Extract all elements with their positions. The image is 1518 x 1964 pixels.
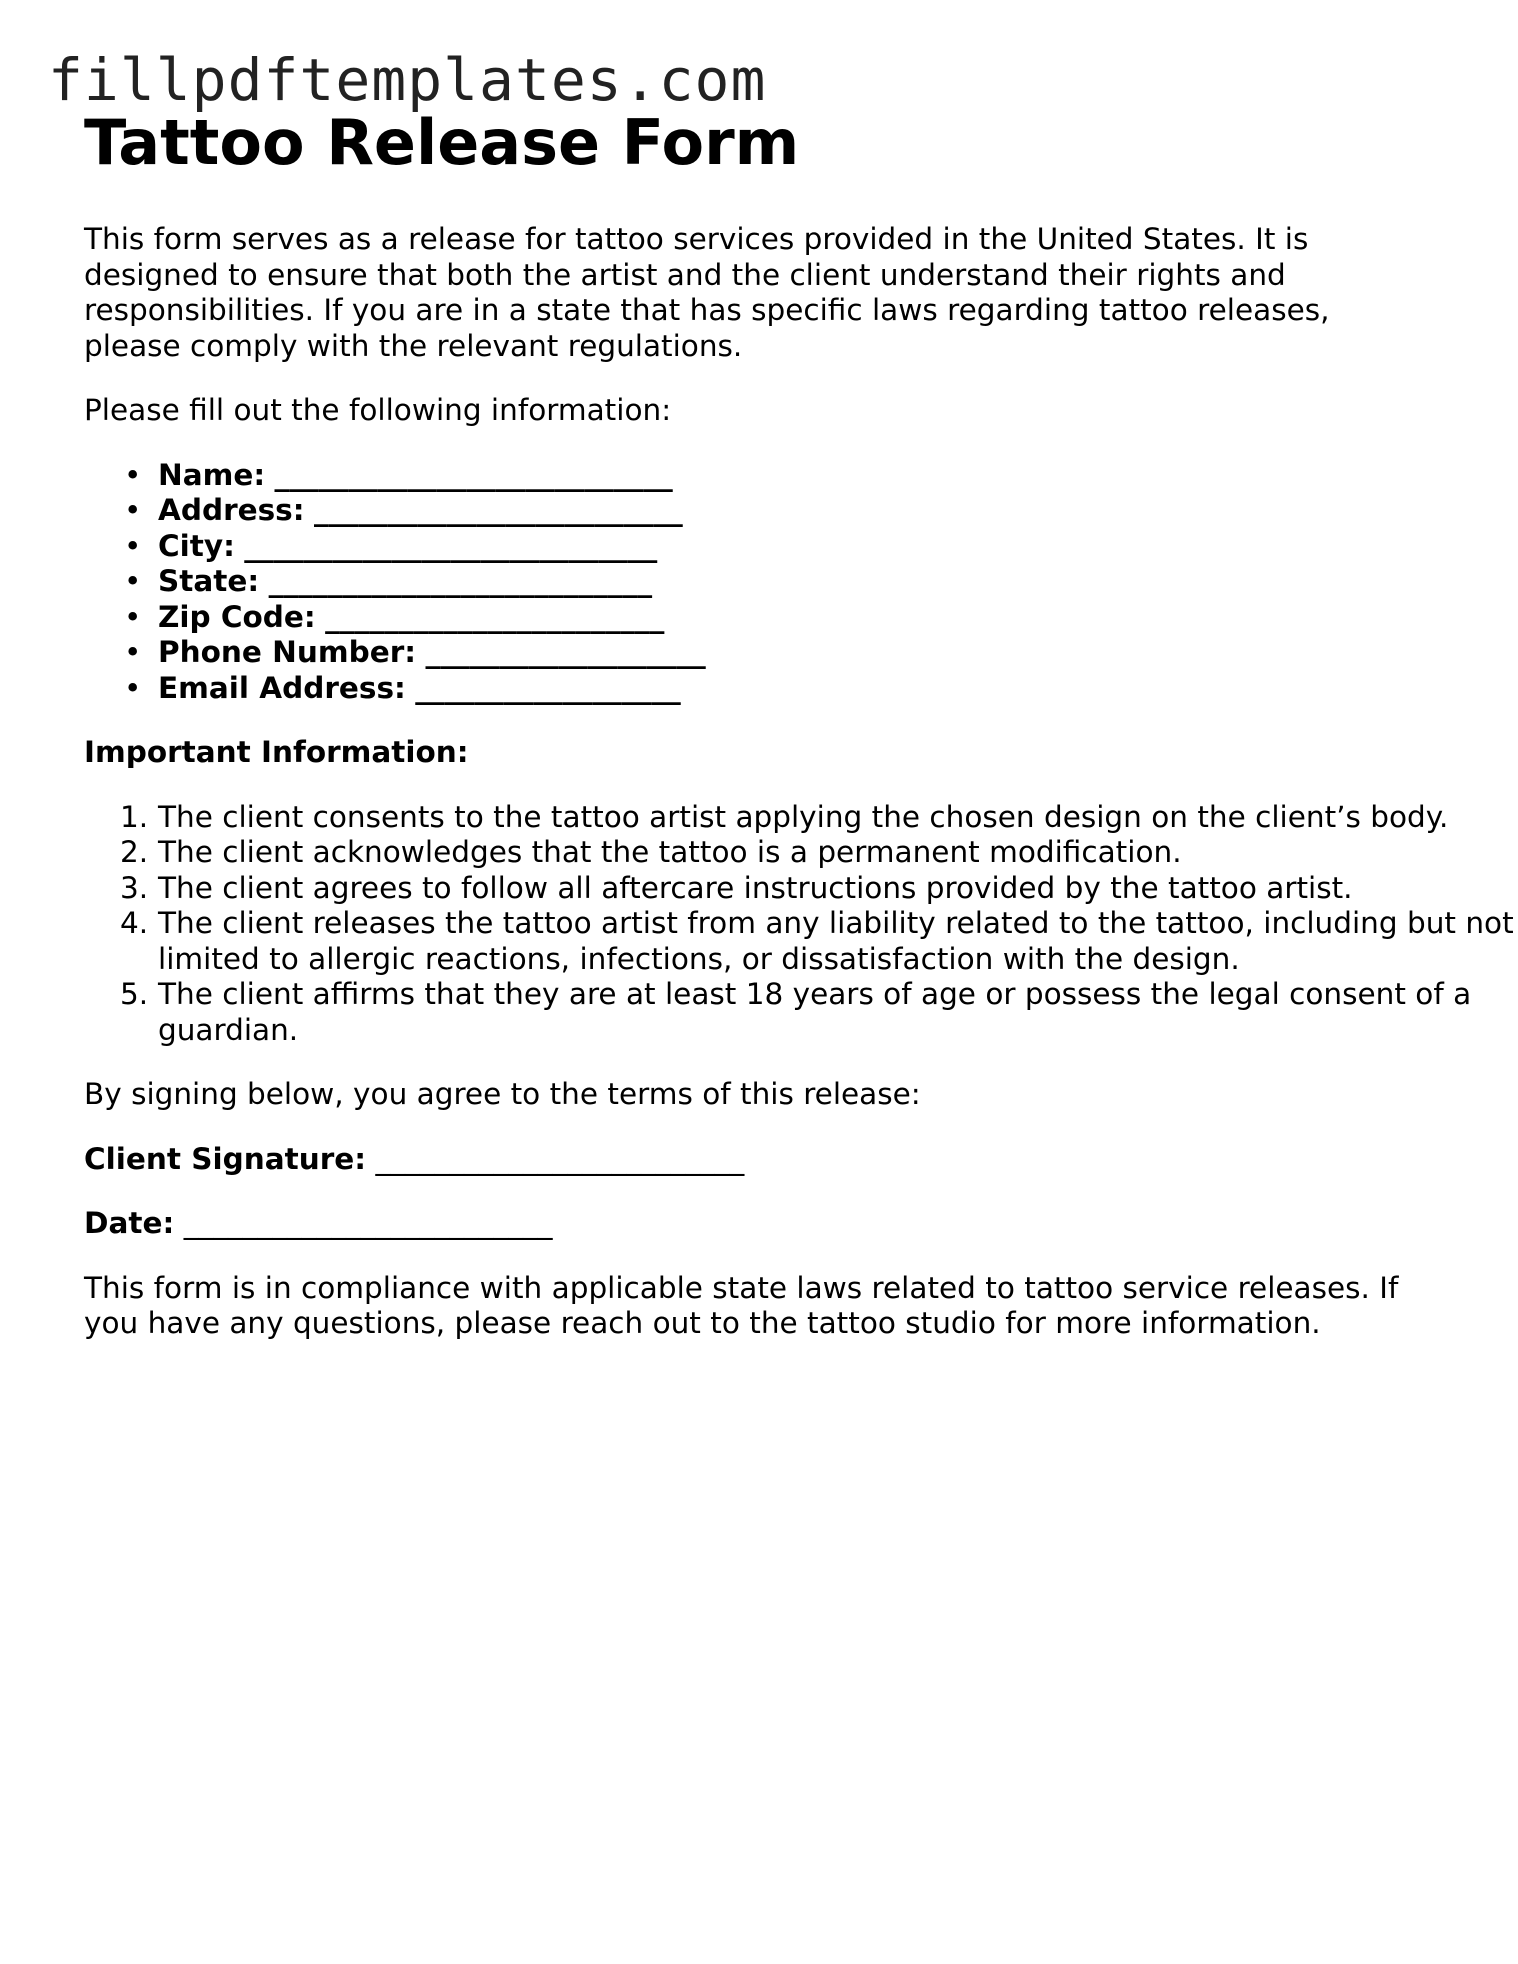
field-zip-code[interactable] xyxy=(124,599,1424,636)
field-label: Phone Number: xyxy=(158,635,417,669)
compliance-paragraph: This form is in compliance with applicable state laws related to tattoo service releases. If you have any questions, please reach out to the tattoo studio for more information. xyxy=(84,1270,1399,1340)
term-number: 4. xyxy=(120,906,149,940)
field-label: State: xyxy=(158,564,260,598)
term-number: 5. xyxy=(120,977,149,1011)
field-label: Zip Code: xyxy=(158,599,316,634)
bullet-icon: • xyxy=(124,564,142,598)
field-blank[interactable]: ___________________ xyxy=(425,635,706,669)
term-item xyxy=(120,835,1518,871)
watermark-text: fillpdftemplates.com xyxy=(48,46,767,114)
date-line[interactable] xyxy=(84,1206,1424,1242)
date-label: Date: xyxy=(84,1206,175,1240)
bullet-icon: • xyxy=(124,528,142,563)
term-item xyxy=(120,977,1518,1048)
agree-text: By signing below, you agree to the terms of this release: xyxy=(84,1077,921,1111)
field-blank[interactable]: _________________________ xyxy=(313,493,683,527)
field-state[interactable] xyxy=(124,564,1424,600)
client-signature-line[interactable] xyxy=(84,1142,1424,1178)
field-phone-number[interactable] xyxy=(124,635,1424,671)
term-item xyxy=(120,799,1518,836)
term-number: 3. xyxy=(120,870,149,905)
term-text: The client affirms that they are at least 18 years of age or possess the legal consent of a guardian. xyxy=(158,977,1472,1047)
field-label: City: xyxy=(158,528,235,563)
info-field-list xyxy=(84,458,1424,707)
form-page xyxy=(84,104,1514,1371)
terms-list xyxy=(84,800,1518,1049)
signature-label: Client Signature: xyxy=(84,1141,367,1176)
term-text: The client releases the tattoo artist from any liability related to the tattoo, including but not limited to allergic reactions, infections, or dissatisfaction with the design. xyxy=(158,906,1514,976)
field-email-address[interactable] xyxy=(124,670,1424,707)
term-text: The client acknowledges that the tattoo is a permanent modification. xyxy=(158,835,1182,869)
term-text: The client consents to the tattoo artist applying the chosen design on the client’s body. xyxy=(158,799,1449,834)
field-blank[interactable]: ____________________________ xyxy=(244,528,658,563)
term-text: The client agrees to follow all aftercare instructions provided by the tattoo artist. xyxy=(158,870,1353,905)
field-city[interactable] xyxy=(124,528,1424,565)
term-number: 2. xyxy=(120,835,149,869)
page-title: Tattoo Release Form xyxy=(84,106,800,179)
field-blank[interactable]: __________________________ xyxy=(268,564,653,598)
field-name[interactable] xyxy=(124,457,1424,494)
term-number: 1. xyxy=(120,799,149,834)
bullet-icon: • xyxy=(124,457,142,492)
important-heading: Important Information: xyxy=(84,735,469,769)
signature-blank[interactable]: _________________________ xyxy=(375,1141,745,1176)
field-label: Name: xyxy=(158,457,266,492)
field-address[interactable] xyxy=(124,493,1424,529)
field-label: Address: xyxy=(158,493,305,527)
fill-prompt: Please fill out the following information: xyxy=(84,393,672,427)
field-label: Email Address: xyxy=(158,670,406,705)
bullet-icon: • xyxy=(124,599,142,634)
bullet-icon: • xyxy=(124,670,142,705)
date-blank[interactable]: _________________________ xyxy=(183,1206,553,1240)
intro-paragraph: This form serves as a release for tattoo services provided in the United States. It is designed to ensure that both the artist and the client understand their rights and responsibilities. If you are in a state that has specific laws regarding tattoo releases, please comply with the relevant regulations. xyxy=(84,222,1330,363)
field-blank[interactable]: ___________________________ xyxy=(274,457,673,492)
field-blank[interactable]: __________________ xyxy=(415,670,681,705)
term-item xyxy=(120,870,1518,907)
bullet-icon: • xyxy=(124,493,142,527)
term-item xyxy=(120,906,1518,977)
field-blank[interactable]: _______________________ xyxy=(325,599,665,634)
bullet-icon: • xyxy=(124,635,142,669)
